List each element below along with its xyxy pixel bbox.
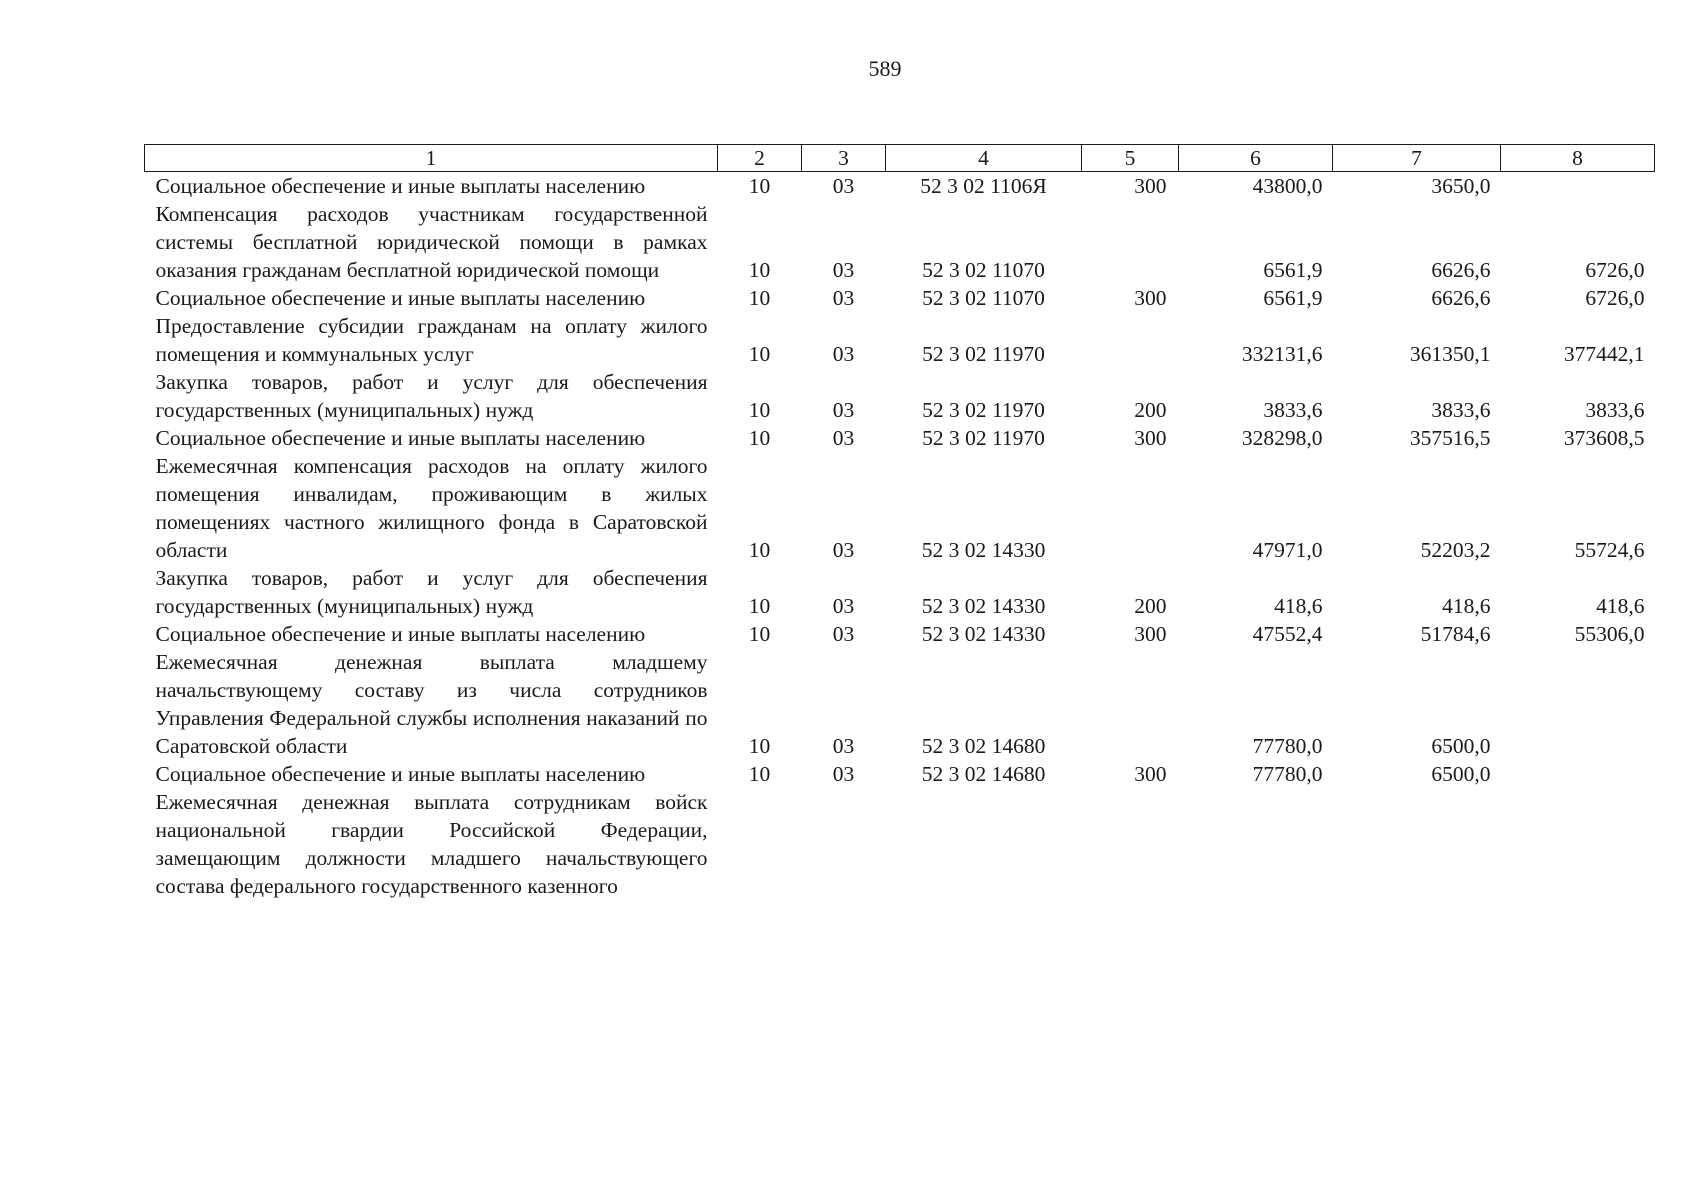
cell-csr [886,788,1082,900]
cell-podrazdel: 03 [832,594,855,618]
cell-year2: 6500,0 [1431,762,1491,786]
cell-name: Ежемесячная компенсация расходов на оплату жилого помещения инвалидам, проживающим в жилых помещениях частного жилищного фонда в Саратовской области [155,454,708,562]
table-row [145,788,1655,900]
table-row [145,172,1655,201]
cell-razdel: 10 [748,538,771,562]
cell-year2: 3833,6 [1431,398,1491,422]
cell-year3 [1501,172,1655,201]
cell-name: Социальное обеспечение и иные выплаты населению [155,622,646,646]
cell-podrazdel: 03 [832,762,855,786]
budget-table [144,144,1655,900]
cell-vid: 200 [1134,594,1167,618]
cell-year1: 418,6 [1274,594,1323,618]
cell-razdel: 10 [748,342,771,366]
cell-year2: 52203,2 [1420,538,1491,562]
cell-year1: 77780,0 [1252,734,1323,758]
cell-csr: 52 3 02 14330 [921,594,1046,618]
cell-razdel: 10 [748,398,771,422]
cell-csr: 52 3 02 11970 [922,398,1045,422]
cell-vid [1082,312,1179,368]
cell-csr: 52 3 02 14330 [921,538,1046,562]
cell-name: Социальное обеспечение и иные выплаты населению [155,762,646,786]
cell-csr: 52 3 02 14680 [921,762,1046,786]
cell-vid: 200 [1134,398,1167,422]
cell-year1: 47971,0 [1252,538,1323,562]
cell-year1: 6561,9 [1263,258,1323,282]
cell-podrazdel: 03 [832,734,855,758]
table-row [145,620,1655,648]
cell-year3: 3833,6 [1585,398,1645,422]
cell-razdel: 10 [748,174,771,198]
cell-year3: 6726,0 [1585,258,1645,282]
cell-year2: 357516,5 [1409,426,1491,450]
col-header-razdel: 2 [718,145,802,172]
cell-name: Социальное обеспечение и иные выплаты населению [155,174,646,198]
table-row [145,200,1655,284]
cell-year2: 361350,1 [1409,342,1491,366]
cell-podrazdel [802,788,886,900]
table-row [145,564,1655,620]
cell-year2: 418,6 [1442,594,1491,618]
cell-name: Закупка товаров, работ и услуг для обеспечения государственных (муниципальных) нужд [155,566,708,618]
cell-podrazdel: 03 [832,398,855,422]
table-row [145,312,1655,368]
col-header-year1: 6 [1179,145,1333,172]
table-row [145,452,1655,564]
cell-vid: 300 [1134,426,1167,450]
col-header-vid: 5 [1082,145,1179,172]
cell-podrazdel: 03 [832,622,855,646]
cell-year1: 47552,4 [1252,622,1323,646]
col-header-csr: 4 [886,145,1082,172]
cell-vid: 300 [1134,174,1167,198]
cell-razdel: 10 [748,594,771,618]
cell-csr: 52 3 02 14330 [921,622,1046,646]
cell-name: Ежемесячная денежная выплата младшему начальствующему составу из числа сотрудников Управления Федеральной службы исполнения наказаний по Саратовской области [155,650,708,758]
table-row [145,424,1655,452]
header-row [145,145,1655,172]
cell-razdel: 10 [748,426,771,450]
cell-razdel: 10 [748,258,771,282]
cell-year1: 43800,0 [1252,174,1323,198]
cell-year3: 55306,0 [1574,622,1645,646]
table-row [145,284,1655,312]
cell-csr: 52 3 02 11970 [922,342,1045,366]
cell-name: Компенсация расходов участникам государственной системы бесплатной юридической помощи в рамках оказания гражданам бесплатной юридической помощи [155,202,708,282]
cell-vid [1082,452,1179,564]
col-header-year3: 8 [1501,145,1655,172]
cell-year3: 6726,0 [1585,286,1645,310]
cell-vid [1082,648,1179,760]
cell-podrazdel: 03 [832,174,855,198]
cell-csr: 52 3 02 1106Я [920,174,1047,198]
cell-year1: 3833,6 [1263,398,1323,422]
cell-year2: 6500,0 [1431,734,1491,758]
table-row [145,368,1655,424]
cell-name: Закупка товаров, работ и услуг для обеспечения государственных (муниципальных) нужд [155,370,708,422]
cell-razdel: 10 [748,622,771,646]
cell-podrazdel: 03 [832,426,855,450]
cell-year2: 6626,6 [1431,258,1491,282]
cell-csr: 52 3 02 11970 [922,426,1045,450]
cell-year3: 418,6 [1596,594,1645,618]
cell-year2: 6626,6 [1431,286,1491,310]
table-row [145,760,1655,788]
cell-year3: 373608,5 [1563,426,1645,450]
cell-csr: 52 3 02 14680 [921,734,1046,758]
cell-name: Предоставление субсидии гражданам на оплату жилого помещения и коммунальных услуг [155,314,708,366]
col-header-year2: 7 [1333,145,1501,172]
cell-razdel: 10 [748,734,771,758]
cell-vid: 300 [1134,762,1167,786]
cell-year3 [1501,788,1655,900]
cell-year3: 55724,6 [1574,538,1645,562]
cell-year2 [1333,788,1501,900]
cell-razdel: 10 [748,762,771,786]
cell-podrazdel: 03 [832,286,855,310]
cell-name: Социальное обеспечение и иные выплаты населению [155,286,646,310]
cell-year2: 51784,6 [1420,622,1491,646]
cell-razdel [718,788,802,900]
cell-year3 [1501,760,1655,788]
cell-name: Ежемесячная денежная выплата сотрудникам войск национальной гвардии Российской Федерации, замещающим должности младшего начальствующего состава федерального государственного казенного [155,790,708,898]
page-number: 589 [868,56,902,81]
cell-podrazdel: 03 [832,258,855,282]
cell-razdel: 10 [748,286,771,310]
cell-vid [1082,200,1179,284]
cell-vid: 300 [1134,286,1167,310]
cell-year1: 77780,0 [1252,762,1323,786]
cell-vid: 300 [1134,622,1167,646]
cell-podrazdel: 03 [832,342,855,366]
col-header-podrazdel: 3 [802,145,886,172]
cell-vid [1082,788,1179,900]
cell-name: Социальное обеспечение и иные выплаты населению [155,426,646,450]
cell-csr: 52 3 02 11070 [922,286,1045,310]
table-row [145,648,1655,760]
cell-year1: 328298,0 [1241,426,1323,450]
cell-year3: 377442,1 [1563,342,1645,366]
cell-csr: 52 3 02 11070 [922,258,1045,282]
cell-year3 [1501,648,1655,760]
cell-year1: 332131,6 [1241,342,1323,366]
col-header-name: 1 [145,145,718,172]
cell-podrazdel: 03 [832,538,855,562]
cell-year2: 3650,0 [1431,174,1491,198]
cell-year1 [1179,788,1333,900]
cell-year1: 6561,9 [1263,286,1323,310]
